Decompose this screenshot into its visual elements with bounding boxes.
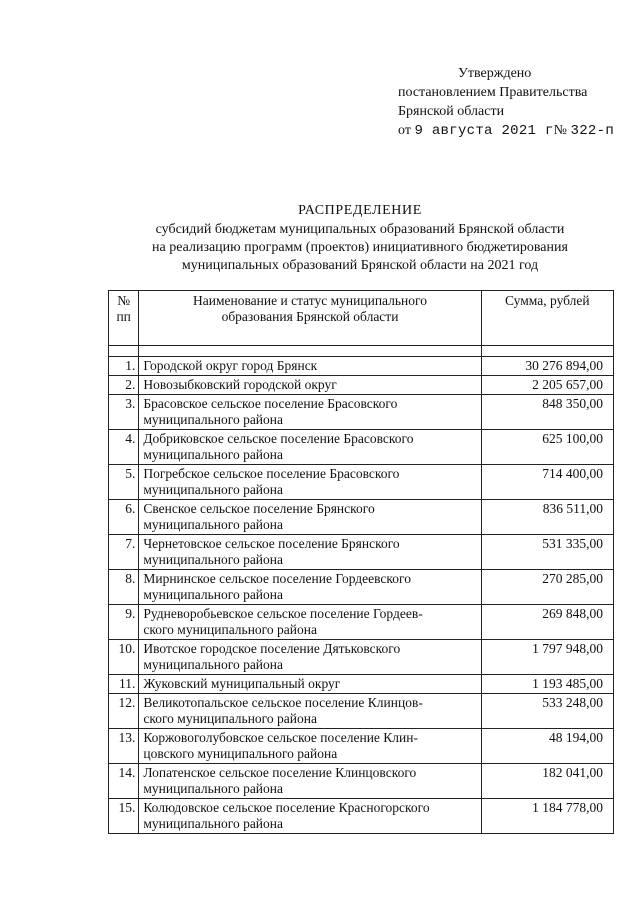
row-name-line-1: Коржовоголубовское сельское поселение Клин- <box>143 730 418 745</box>
row-municipality-name <box>139 694 481 729</box>
row-number: 5. <box>109 465 139 500</box>
row-sum: 269 848,00 <box>481 605 613 640</box>
table-row <box>109 376 614 395</box>
title-line-3: муниципальных образований Брянской области на 2021 год <box>181 258 539 273</box>
row-municipality-name <box>139 729 481 764</box>
table-row <box>109 535 614 570</box>
row-name-line-2: муниципального района <box>143 482 283 497</box>
approval-title: Утверждено <box>458 66 532 81</box>
title-main: РАСПРЕДЕЛЕНИЕ <box>298 203 422 218</box>
header-number-pp: пп <box>116 309 131 324</box>
row-sum: 182 041,00 <box>481 764 613 799</box>
row-sum: 30 276 894,00 <box>481 357 613 376</box>
row-name-line-1: Чернетовское сельское поселение Брянского <box>143 536 400 551</box>
table-body <box>109 357 614 834</box>
row-number: 3. <box>109 395 139 430</box>
row-number: 10. <box>109 640 139 675</box>
row-name-line-2: муниципального района <box>143 552 283 567</box>
row-municipality-name <box>139 799 481 834</box>
row-name-line-1: Великотопальское сельское поселение Клинцов- <box>143 695 423 710</box>
row-municipality-name <box>139 605 481 640</box>
row-municipality-name <box>139 395 481 430</box>
row-sum: 714 400,00 <box>481 465 613 500</box>
row-municipality-name <box>139 500 481 535</box>
row-name-line-1: Брасовское сельское поселение Брасовского <box>143 396 398 411</box>
title-line-1: субсидий бюджетам муниципальных образований Брянской области <box>155 222 565 237</box>
row-number: 7. <box>109 535 139 570</box>
row-name-line-1: Городской округ город Брянск <box>143 358 318 373</box>
table-row <box>109 694 614 729</box>
table-row <box>109 430 614 465</box>
row-name-line-1: Колюдовское сельское поселение Красногорского <box>143 800 430 815</box>
row-municipality-name <box>139 640 481 675</box>
approval-date-line <box>398 121 614 141</box>
row-name-line-1: Свенское сельское поселение Брянского <box>143 501 375 516</box>
document-title <box>80 202 640 275</box>
header-spacer-row <box>109 346 614 357</box>
row-sum: 1 193 485,00 <box>481 675 613 694</box>
row-name-line-1: Жуковский муниципальный округ <box>143 676 341 691</box>
header-name-line-2: образования Брянской области <box>221 309 399 324</box>
table-row <box>109 357 614 376</box>
header-number <box>109 291 139 346</box>
approval-line-region: Брянской области <box>398 104 505 119</box>
row-number: 8. <box>109 570 139 605</box>
row-sum: 270 285,00 <box>481 570 613 605</box>
row-name-line-1: Рудневоробьевское сельское поселение Гордеев- <box>143 606 423 621</box>
row-sum: 848 350,00 <box>481 395 613 430</box>
row-municipality-name <box>139 376 481 395</box>
row-name-line-1: Добриковское сельское поселение Брасовского <box>143 431 414 446</box>
row-name-line-1: Мирнинское сельское поселение Гордеевского <box>143 571 411 586</box>
approval-block <box>398 64 614 141</box>
title-line-2: на реализацию программ (проектов) инициативного бюджетирования <box>152 240 568 255</box>
approval-date-prefix: от <box>398 123 411 138</box>
row-municipality-name <box>139 430 481 465</box>
row-municipality-name <box>139 570 481 605</box>
row-name-line-1: Ивотское городское поселение Дятьковского <box>143 641 401 656</box>
row-name-line-2: цовского муниципального района <box>143 746 338 761</box>
table-row <box>109 729 614 764</box>
table-row <box>109 605 614 640</box>
row-name-line-2: ского муниципального района <box>143 622 317 637</box>
row-name-line-2: ского муниципального района <box>143 711 317 726</box>
spacer-cell <box>481 346 613 357</box>
row-sum: 1 797 948,00 <box>481 640 613 675</box>
table-row <box>109 395 614 430</box>
table-row <box>109 500 614 535</box>
table-header-row <box>109 291 614 346</box>
approval-number-sign: № <box>553 123 568 138</box>
header-sum: Сумма, рублей <box>481 291 613 346</box>
table-row <box>109 675 614 694</box>
table-row <box>109 465 614 500</box>
row-municipality-name <box>139 675 481 694</box>
header-name-line-1: Наименование и статус муниципального <box>193 293 427 308</box>
row-number: 4. <box>109 430 139 465</box>
row-sum: 836 511,00 <box>481 500 613 535</box>
row-sum: 48 194,00 <box>481 729 613 764</box>
row-sum: 1 184 778,00 <box>481 799 613 834</box>
row-municipality-name <box>139 764 481 799</box>
spacer-cell <box>139 346 481 357</box>
row-sum: 2 205 657,00 <box>481 376 613 395</box>
row-number: 11. <box>109 675 139 694</box>
table-row <box>109 799 614 834</box>
approval-number: 322-п <box>570 123 615 139</box>
header-number-sign: № <box>117 293 131 308</box>
row-name-line-2: муниципального района <box>143 412 283 427</box>
table-row <box>109 764 614 799</box>
row-name-line-2: муниципального района <box>143 517 283 532</box>
row-number: 1. <box>109 357 139 376</box>
row-name-line-1: Лопатенское сельское поселение Клинцовского <box>143 765 417 780</box>
row-number: 15. <box>109 799 139 834</box>
row-number: 12. <box>109 694 139 729</box>
row-number: 14. <box>109 764 139 799</box>
row-number: 9. <box>109 605 139 640</box>
row-name-line-1: Погребское сельское поселение Брасовского <box>143 466 400 481</box>
approval-date-stamp: 9 августа 2021 г <box>414 123 554 139</box>
header-name <box>139 291 481 346</box>
row-municipality-name <box>139 535 481 570</box>
spacer-cell <box>109 346 139 357</box>
approval-line-decree: постановлением Правительства <box>398 85 588 100</box>
row-sum: 625 100,00 <box>481 430 613 465</box>
row-name-line-2: муниципального района <box>143 781 283 796</box>
row-name-line-2: муниципального района <box>143 657 283 672</box>
row-sum: 533 248,00 <box>481 694 613 729</box>
table-row <box>109 640 614 675</box>
row-sum: 531 335,00 <box>481 535 613 570</box>
row-number: 6. <box>109 500 139 535</box>
row-name-line-1: Новозыбковский городской округ <box>143 377 337 392</box>
row-number: 2. <box>109 376 139 395</box>
distribution-table <box>108 290 614 834</box>
row-municipality-name <box>139 465 481 500</box>
row-name-line-2: муниципального района <box>143 587 283 602</box>
row-municipality-name <box>139 357 481 376</box>
row-name-line-2: муниципального района <box>143 816 283 831</box>
row-number: 13. <box>109 729 139 764</box>
table-row <box>109 570 614 605</box>
row-name-line-2: муниципального района <box>143 447 283 462</box>
